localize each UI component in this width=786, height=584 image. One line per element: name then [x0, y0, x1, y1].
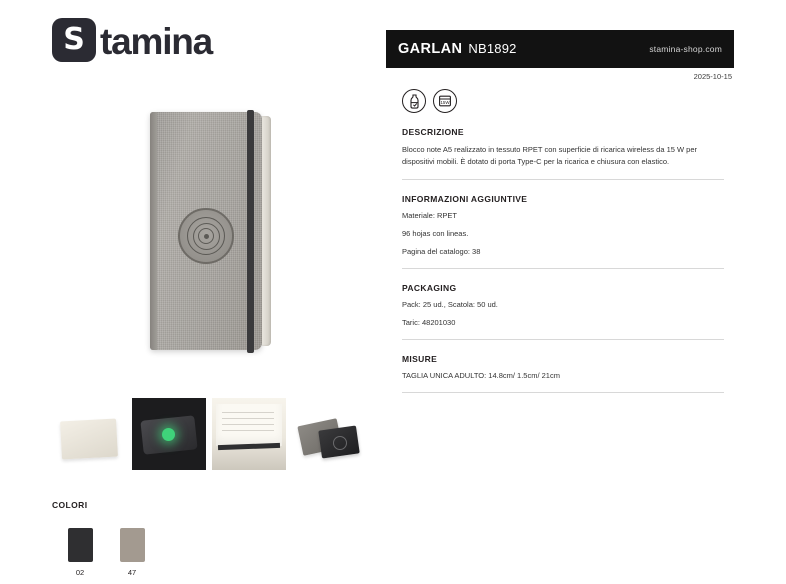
- section-title: INFORMAZIONI AGGIUNTIVE: [402, 194, 528, 205]
- recycled-material-icon: [433, 89, 457, 113]
- thumbnail-wireless-charging-led[interactable]: [132, 398, 206, 470]
- color-swatch-02[interactable]: [68, 528, 93, 562]
- elastic-closure: [247, 110, 254, 353]
- sheet-date: 2025-10-15: [693, 72, 732, 81]
- section-divider: [402, 179, 724, 180]
- section-packaging: [386, 283, 734, 327]
- product-name: GARLAN: [398, 41, 463, 57]
- product-reference: NB1892: [468, 41, 517, 56]
- section-title: MISURE: [402, 354, 438, 365]
- color-swatch-47[interactable]: [120, 528, 145, 562]
- notebook-spine: [150, 112, 157, 350]
- thumbnail-two-notebooks-colors[interactable]: [292, 398, 366, 470]
- product-title-group: [398, 41, 517, 57]
- svg-text:15W: 15W: [440, 99, 450, 105]
- brand-logo: [52, 18, 212, 62]
- wireless-charging-coil-icon: [178, 208, 234, 264]
- notebook-pages: [262, 116, 271, 346]
- notebook-cover: [150, 112, 262, 350]
- product-hero-image: [150, 112, 278, 350]
- section-divider: [402, 392, 724, 393]
- packaging-line: Taric: 48201030: [402, 318, 456, 328]
- description-text: Blocco note A5 realizzato in tessuto RPET con superficie di ricarica wireless da 15 W per dispositivi mobili. È dotato di porta Type-C per la ricarica e chiusura con elastico.: [402, 145, 697, 166]
- website-label: stamina-shop.com: [649, 44, 722, 54]
- product-info-panel: [386, 30, 734, 393]
- color-swatch-item[interactable]: [66, 528, 94, 577]
- info-line: Pagina del catalogo: 38: [402, 247, 481, 257]
- rpet-bottle-icon: [402, 89, 426, 113]
- color-code-label: 47: [127, 568, 137, 577]
- logo-mark-letter: S: [63, 22, 85, 57]
- pictogram-row: [386, 89, 734, 113]
- section-title: PACKAGING: [402, 283, 457, 294]
- color-code-label: 02: [75, 568, 85, 577]
- packaging-line: Pack: 25 ud., Scatola: 50 ud.: [402, 300, 498, 310]
- section-divider: [402, 339, 724, 340]
- section-informazioni: [386, 194, 734, 256]
- logo-mark-icon: [52, 18, 96, 62]
- led-indicator-icon: [162, 428, 175, 441]
- product-title-bar: [386, 30, 734, 68]
- section-divider: [402, 268, 724, 269]
- misure-line: TAGLIA UNICA ADULTO: 14.8cm/ 1.5cm/ 21cm: [402, 371, 560, 381]
- thumbnail-notebook-closed-light[interactable]: [52, 398, 126, 470]
- section-descrizione: [386, 127, 734, 167]
- color-swatch-list: [66, 528, 146, 577]
- thumbnail-notebook-open-pages[interactable]: [212, 398, 286, 470]
- section-title: DESCRIZIONE: [402, 127, 464, 137]
- color-swatch-item[interactable]: [118, 528, 146, 577]
- logo-wordmark: tamina: [100, 20, 213, 62]
- section-misure: [386, 354, 734, 380]
- colors-title: COLORI: [52, 500, 88, 510]
- info-line: 96 hojas con lineas.: [402, 229, 469, 239]
- info-line: Materiale: RPET: [402, 211, 458, 221]
- gallery-thumbnails: [52, 398, 372, 478]
